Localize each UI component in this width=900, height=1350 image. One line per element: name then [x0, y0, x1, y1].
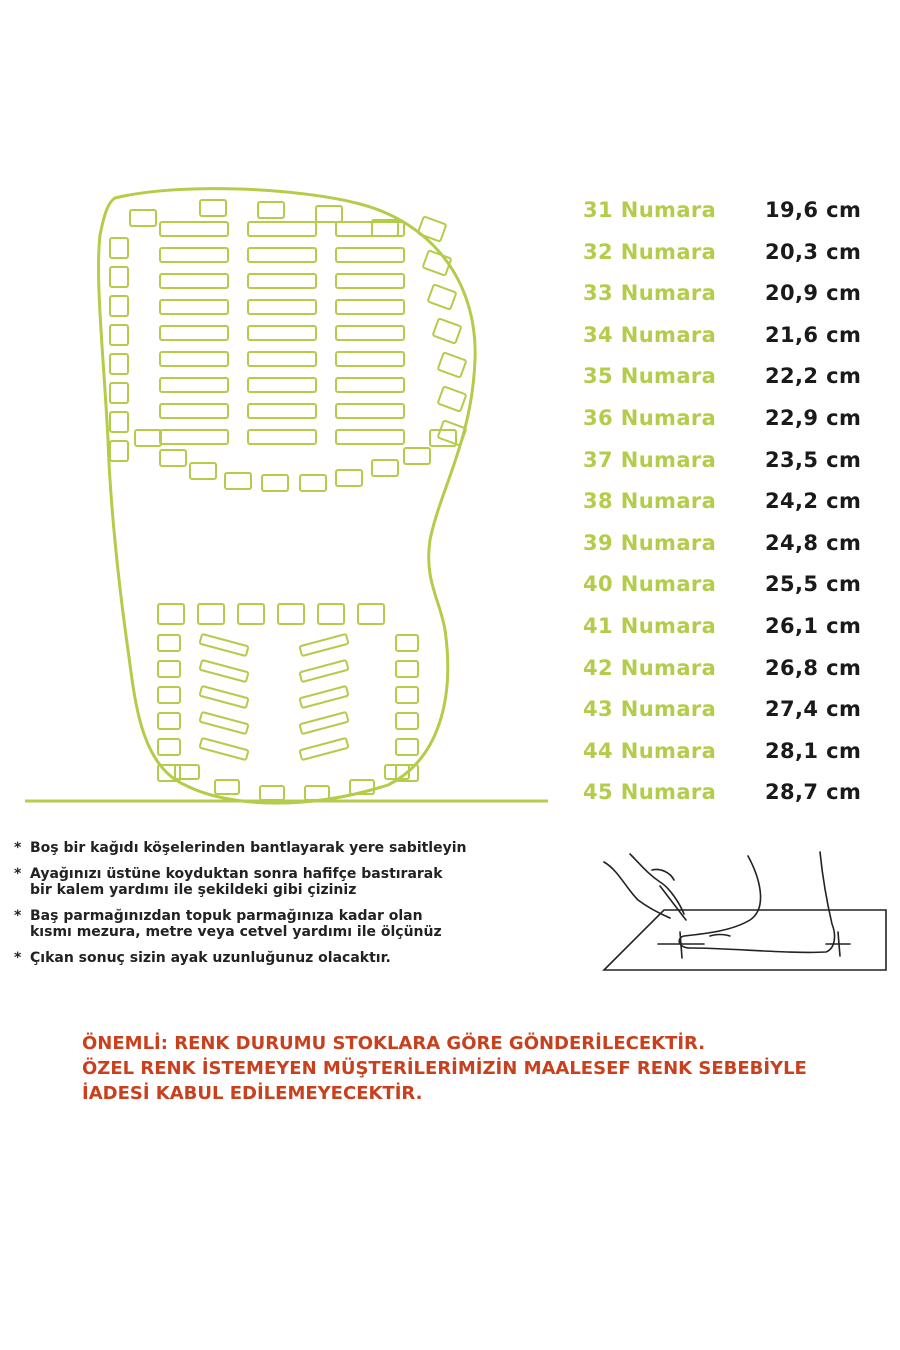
- size-label: 43 Numara: [583, 697, 717, 722]
- size-label: 34 Numara: [583, 322, 717, 347]
- size-row: [583, 320, 883, 350]
- size-row: [583, 653, 883, 683]
- size-label: 42 Numara: [583, 655, 717, 680]
- bullet-star: *: [14, 840, 22, 856]
- instruction-line: Boş bir kağıdı köşelerinden bantlayarak yere sabitleyin: [30, 840, 467, 856]
- size-length: 23,5 cm: [765, 447, 862, 472]
- size-length: 24,8 cm: [765, 530, 862, 555]
- notice-line: ÖZEL RENK İSTEMEYEN MÜŞTERİLERİMİZİN MAALESEF RENK SEBEBİYLE: [82, 1058, 807, 1079]
- size-length: 27,4 cm: [765, 697, 862, 722]
- size-row: [583, 777, 883, 807]
- size-row: [583, 611, 883, 641]
- size-label: 44 Numara: [583, 738, 717, 763]
- size-label: 33 Numara: [583, 281, 717, 306]
- notice-line: İADESİ KABUL EDİLEMEYECEKTİR.: [82, 1083, 423, 1104]
- instruction-line: Ayağınızı üstüne koyduktan sonra hafifçe bastırarak: [30, 866, 443, 882]
- size-row: [583, 569, 883, 599]
- bullet-star: *: [14, 908, 22, 924]
- size-length: 28,1 cm: [765, 738, 862, 763]
- bullet-star: *: [14, 950, 22, 966]
- notice-line: ÖNEMLİ: RENK DURUMU STOKLARA GÖRE GÖNDERİLECEKTİR.: [82, 1033, 706, 1054]
- shoe-sole-outline-icon: [0, 180, 570, 820]
- instruction-line: Çıkan sonuç sizin ayak uzunluğunuz olacaktır.: [30, 950, 391, 966]
- instruction-item: [14, 950, 584, 966]
- instruction-item: [14, 908, 584, 940]
- size-label: 37 Numara: [583, 447, 717, 472]
- size-length: 22,2 cm: [765, 364, 862, 389]
- size-row: [583, 195, 883, 225]
- size-label: 45 Numara: [583, 780, 717, 805]
- size-length: 20,3 cm: [765, 239, 862, 264]
- measurement-instructions: [14, 840, 584, 976]
- size-row: [583, 445, 883, 475]
- size-row: [583, 528, 883, 558]
- instruction-line: bir kalem yardımı ile şekildeki gibi çiziniz: [30, 882, 357, 898]
- size-row: [583, 278, 883, 308]
- instruction-item: [14, 840, 584, 856]
- size-label: 36 Numara: [583, 406, 717, 430]
- size-row: [583, 361, 883, 391]
- size-length: 19,6 cm: [765, 198, 862, 222]
- instruction-line: kısmı mezura, metre veya cetvel yardımı ile ölçünüz: [30, 924, 442, 940]
- size-row: [583, 403, 883, 433]
- size-label: 32 Numara: [583, 239, 717, 264]
- size-length: 24,2 cm: [765, 489, 862, 514]
- size-length: 25,5 cm: [765, 572, 862, 597]
- size-label: 31 Numara: [583, 198, 717, 222]
- size-row: [583, 237, 883, 267]
- foot-measuring-illustration-icon: [600, 848, 890, 978]
- size-length: 26,1 cm: [765, 614, 862, 638]
- size-length: 22,9 cm: [765, 406, 862, 430]
- size-label: 38 Numara: [583, 489, 717, 514]
- size-row: [583, 736, 883, 766]
- size-row: [583, 486, 883, 516]
- bullet-star: *: [14, 866, 22, 882]
- size-row: [583, 694, 883, 724]
- size-length: 21,6 cm: [765, 322, 862, 347]
- size-length: 26,8 cm: [765, 655, 862, 680]
- size-label: 40 Numara: [583, 572, 717, 597]
- instruction-line: Baş parmağınızdan topuk parmağınıza kadar olan: [30, 908, 423, 924]
- color-notice: [82, 1031, 892, 1106]
- instruction-item: [14, 866, 584, 898]
- size-length: 28,7 cm: [765, 780, 862, 805]
- size-label: 39 Numara: [583, 530, 717, 555]
- size-label: 41 Numara: [583, 614, 717, 638]
- size-length: 20,9 cm: [765, 281, 862, 306]
- size-label: 35 Numara: [583, 364, 717, 389]
